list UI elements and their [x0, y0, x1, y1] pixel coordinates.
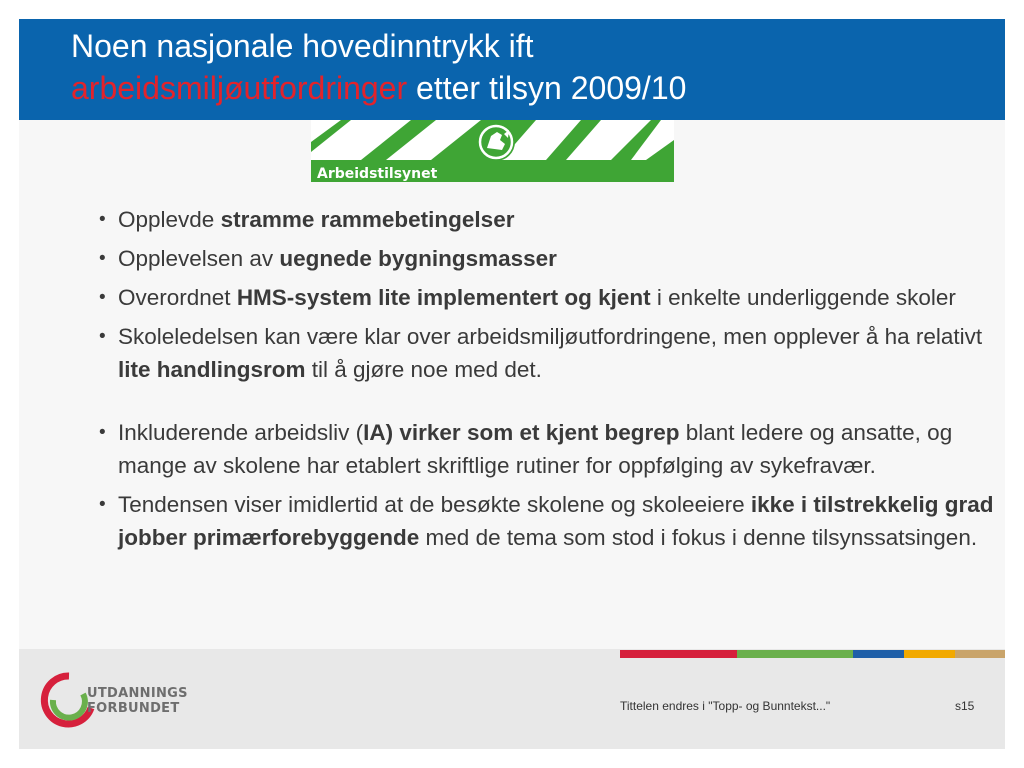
bullet-text: med de tema som stod i fokus i denne tilsynssatsingen. — [419, 525, 978, 550]
uf-line1: UTDANNINGS — [87, 686, 188, 701]
bullet-emphasis: uegnede bygningsmasser — [279, 246, 557, 271]
uf-circle-icon — [44, 676, 91, 724]
page-number: s15 — [955, 699, 975, 713]
uf-wordmark — [87, 686, 188, 716]
color-strip-blue — [853, 650, 904, 658]
uf-line2: FORBUNDET — [87, 701, 180, 716]
bullet-emphasis: IA) virker som et kjent begrep — [363, 420, 680, 445]
color-strip-green — [737, 650, 853, 658]
lion-emblem-icon — [477, 123, 515, 161]
arbeidstilsynet-logo — [311, 120, 674, 182]
bullet-text: Inkluderende arbeidsliv ( — [118, 420, 364, 445]
color-strip-yellow — [904, 650, 955, 658]
bullet-item — [99, 242, 999, 275]
bullet-text: i enkelte underliggende skoler — [650, 285, 956, 310]
bullet-emphasis: ikke i tilstrekkelig grad jobber primærforebyggende — [118, 492, 994, 550]
bullet-text: Opplevelsen av — [118, 246, 280, 271]
bullet-text: Tendensen viser imidlertid at de besøkte skolene og skoleeiere — [118, 492, 751, 517]
title-line2: etter tilsyn 2009/10 — [407, 70, 687, 106]
bullet-emphasis: HMS-system lite implementert og kjent — [236, 285, 651, 310]
bullet-text: Opplevde — [118, 207, 221, 232]
footer-text: Tittelen endres i "Topp- og Bunntekst..." — [620, 699, 831, 713]
logo-banner-graphic — [311, 120, 674, 182]
slide — [19, 19, 1005, 749]
color-strip-tan — [955, 650, 1005, 658]
bullet-emphasis: lite handlingsrom — [118, 357, 306, 382]
bullet-list — [99, 203, 999, 554]
title-line1: Noen nasjonale hovedinntrykk ift — [71, 28, 534, 64]
slide-title — [71, 25, 686, 109]
bullet-text: Overordnet — [118, 285, 237, 310]
bullet-item — [99, 416, 999, 482]
bullet-text: til å gjøre noe med det. — [305, 357, 542, 382]
bullet-text: Skoleledelsen kan være klar over arbeidsmiljøutfordringene, men opplever å ha relativt — [118, 324, 983, 349]
bullet-text: blant ledere og ansatte, og mange av skolene har etablert skriftlige rutiner for oppfølging av sykefravær. — [118, 420, 953, 478]
bullet-content — [99, 203, 999, 560]
bullet-item — [99, 203, 999, 236]
color-strip-red — [620, 650, 737, 658]
title-bar — [19, 19, 1005, 120]
bullet-item — [99, 488, 999, 554]
bullet-item — [99, 281, 999, 314]
bullet-emphasis: stramme rammebetingelser — [220, 207, 515, 232]
logo-text: Arbeidstilsynet — [317, 166, 438, 182]
bullet-item — [99, 320, 999, 386]
title-highlight: arbeidsmiljøutfordringer — [71, 70, 408, 106]
